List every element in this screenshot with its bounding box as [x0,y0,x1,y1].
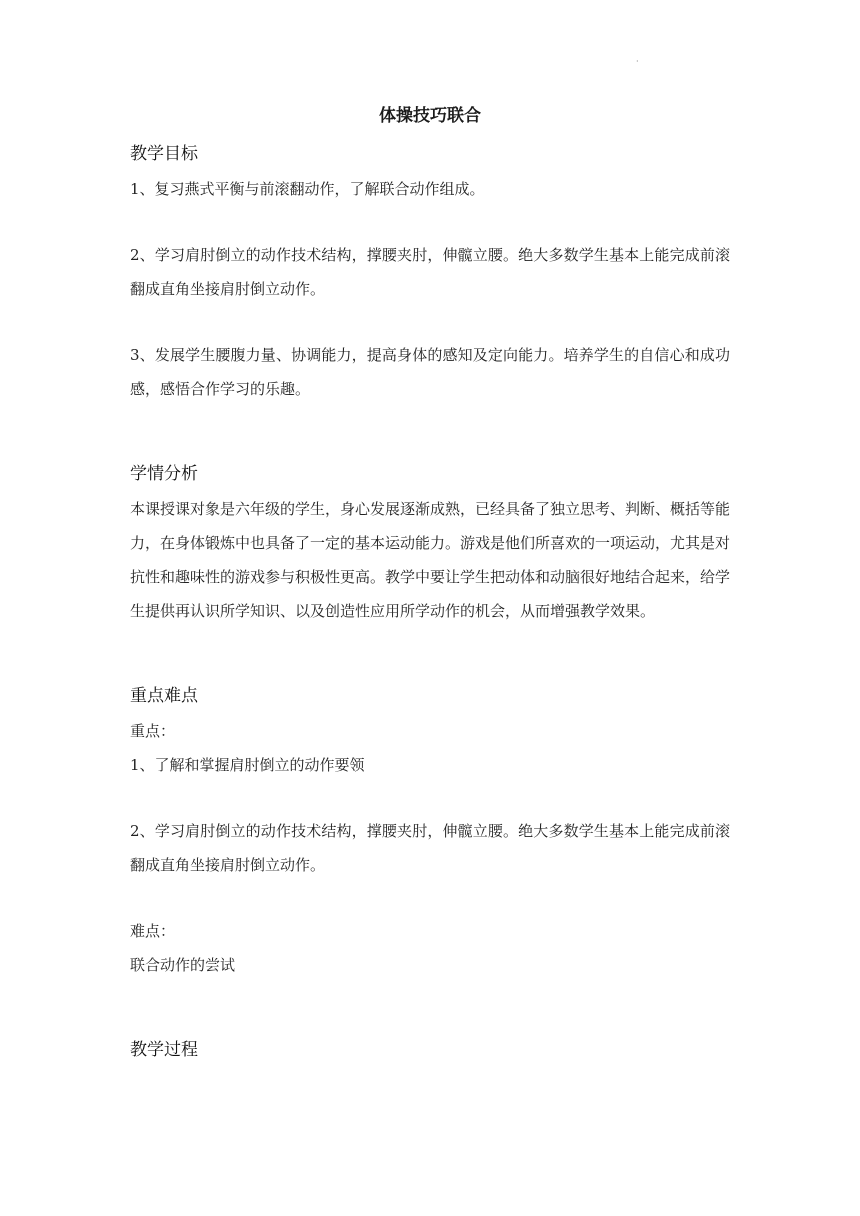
section-heading-process: 教学过程 [130,1040,198,1060]
goal-item-2: 2、学习肩肘倒立的动作技术结构，撑腰夹肘，伸髋立腰。绝大多数学生基本上能完成前滚翻成直角坐接肩肘倒立动作。 [130,246,730,298]
section-heading-key-points: 重点难点 [130,686,198,706]
analysis-paragraph: 本课授课对象是六年级的学生，身心发展逐渐成熟，已经具备了独立思考、判断、概括等能力，在身体锻炼中也具备了一定的基本运动能力。游戏是他们所喜欢的一项运动，尤其是对抗性和趣味性的游戏参与积极性更高。教学中要让学生把动体和动脑很好地结合起来，给学生提供再认识所学知识、以及创造性应用所学动作的机会，从而增强教学效果。 [130,500,731,620]
difficulty-text: 联合动作的尝试 [130,956,236,974]
section-heading-analysis: 学情分析 [130,464,198,484]
document-title: 体操技巧联合 [379,106,481,126]
document-body [130,142,730,1062]
header-dot: · [636,57,639,66]
goal-item-3: 3、发展学生腰腹力量、协调能力，提高身体的感知及定向能力。培养学生的自信心和成功感，感悟合作学习的乐趣。 [130,346,730,398]
key-item-2: 2、学习肩肘倒立的动作技术结构，撑腰夹肘，伸髋立腰。绝大多数学生基本上能完成前滚翻成直角坐接肩肘倒立动作。 [130,822,730,874]
key-item-1: 1、了解和掌握肩肘倒立的动作要领 [130,756,365,774]
goal-item-1: 1、复习燕式平衡与前滚翻动作，了解联合动作组成。 [130,180,485,198]
section-heading-goals: 教学目标 [130,144,198,164]
key-label: 重点： [130,722,176,740]
difficulty-label: 难点： [130,922,176,940]
